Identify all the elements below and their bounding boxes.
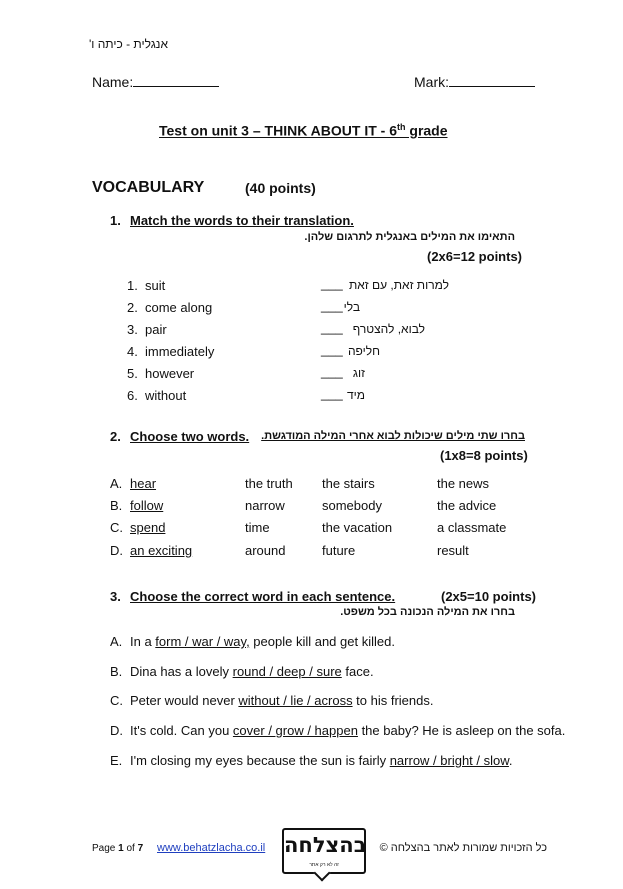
q3-word-options[interactable]: round / deep / sure bbox=[232, 664, 342, 679]
q2-option[interactable]: narrow bbox=[245, 498, 285, 513]
q3-sentence-letter: A. bbox=[110, 634, 123, 649]
vocabulary-heading: VOCABULARY bbox=[92, 179, 205, 196]
q1-item-word: suit bbox=[145, 278, 166, 293]
q2-row-letter: A. bbox=[110, 476, 123, 491]
q3-sentence-letter: C. bbox=[110, 693, 123, 708]
q3-word-options[interactable]: narrow / bright / slow bbox=[389, 753, 509, 768]
test-title: Test on unit 3 – THINK ABOUT IT - 6th grade bbox=[159, 122, 448, 139]
name-label: Name: bbox=[92, 74, 134, 90]
q1-item-translation: זוג bbox=[352, 366, 365, 380]
name-blank[interactable] bbox=[133, 75, 219, 87]
q2-option[interactable]: the vacation bbox=[322, 520, 393, 535]
q3-sentence-text: I'm closing my eyes because the sun is fairly bbox=[130, 753, 390, 768]
q3-sentence bbox=[130, 693, 434, 708]
q1-item-blank[interactable]: ___ bbox=[321, 298, 343, 313]
q2-title: Choose two words. bbox=[130, 429, 250, 444]
q1-item-word: come along bbox=[145, 300, 213, 315]
q3-sentence-text: face. bbox=[341, 664, 374, 679]
q2-key-word: follow bbox=[130, 498, 164, 513]
q2-row-letter: C. bbox=[110, 520, 123, 535]
q1-item-word: pair bbox=[145, 322, 167, 337]
q2-option[interactable]: the truth bbox=[245, 476, 293, 491]
q3-sentence-text: people kill and get killed. bbox=[249, 634, 395, 649]
copyright-notice: כל הזכויות שמורות לאתר בהצלחה © bbox=[379, 842, 547, 854]
q1-item-number: 4. bbox=[127, 344, 138, 359]
q2-option[interactable]: the advice bbox=[437, 498, 497, 513]
q1-item-number: 2. bbox=[127, 300, 138, 315]
logo-tagline: זה לא רק אתר bbox=[309, 862, 339, 868]
q2-row-letter: D. bbox=[110, 543, 123, 558]
q2-option[interactable]: result bbox=[437, 543, 469, 558]
q3-sentence-letter: B. bbox=[110, 664, 123, 679]
q3-number: 3. bbox=[110, 589, 121, 604]
q1-item-number: 5. bbox=[127, 366, 138, 381]
q3-sentence-text: In a bbox=[130, 634, 156, 649]
q2-key-word: spend bbox=[130, 520, 166, 535]
q1-item-blank[interactable]: ___ bbox=[321, 386, 343, 401]
q3-sentence-text: the baby? He is asleep on the sofa. bbox=[357, 723, 566, 738]
website-link[interactable]: www.behatzlacha.co.il bbox=[157, 842, 266, 854]
q1-item-number: 6. bbox=[127, 388, 138, 403]
q2-number: 2. bbox=[110, 429, 121, 444]
q3-points: (2x5=10 points) bbox=[441, 589, 537, 604]
q2-hebrew-instruction: בחרו שתי מילים שיכולות לבוא אחרי המילה המודגשת. bbox=[261, 430, 525, 442]
q3-sentence-text: Dina has a lovely bbox=[130, 664, 233, 679]
q3-sentence bbox=[130, 664, 374, 679]
q1-number: 1. bbox=[110, 213, 121, 228]
q1-item-word: immediately bbox=[145, 344, 215, 359]
q2-option[interactable]: somebody bbox=[322, 498, 382, 513]
q3-sentence-text: Peter would never bbox=[130, 693, 239, 708]
q1-item-translation: לבוא, להצטרף bbox=[352, 322, 425, 336]
q1-item-translation: חליפה bbox=[347, 344, 380, 358]
q1-item-translation: למרות זאת, עם זאת bbox=[348, 278, 449, 292]
q2-option[interactable]: a classmate bbox=[437, 520, 507, 535]
mark-label: Mark: bbox=[414, 74, 449, 90]
q1-item-blank[interactable]: ___ bbox=[321, 276, 343, 291]
q2-option[interactable]: time bbox=[245, 520, 270, 535]
mark-field[interactable] bbox=[414, 74, 535, 90]
q2-option[interactable]: the news bbox=[437, 476, 490, 491]
q1-hebrew-instruction: התאימו את המילים באנגלית לתרגום שלהן. bbox=[304, 231, 515, 243]
q3-sentence-text: to his friends. bbox=[352, 693, 434, 708]
q2-option[interactable]: the stairs bbox=[322, 476, 375, 491]
q1-item-number: 1. bbox=[127, 278, 138, 293]
q2-key-word: an exciting bbox=[130, 543, 193, 558]
q1-item-blank[interactable]: ___ bbox=[321, 364, 343, 379]
page-indicator: Page 1 of 7 bbox=[92, 843, 144, 854]
q2-key-word: hear bbox=[130, 476, 157, 491]
q1-item-blank[interactable]: ___ bbox=[321, 342, 343, 357]
q1-item-word: however bbox=[145, 366, 195, 381]
q3-sentence bbox=[130, 723, 565, 738]
q2-option[interactable]: future bbox=[322, 543, 356, 558]
q3-word-options[interactable]: form / war / way, bbox=[155, 634, 250, 649]
q3-word-options[interactable]: cover / grow / happen bbox=[232, 723, 358, 738]
q1-item-translation: מיד bbox=[346, 388, 365, 402]
mark-blank[interactable] bbox=[449, 75, 535, 87]
q3-sentence-letter: D. bbox=[110, 723, 123, 738]
q3-sentence bbox=[130, 634, 395, 649]
q3-sentence-text: . bbox=[508, 753, 513, 768]
q3-sentence-letter: E. bbox=[110, 753, 123, 768]
q2-option[interactable]: around bbox=[245, 543, 286, 558]
logo-text: בהצלחה bbox=[284, 833, 367, 857]
q1-item-blank[interactable]: ___ bbox=[321, 320, 343, 335]
q3-word-options[interactable]: without / lie / across bbox=[238, 693, 353, 708]
name-field[interactable] bbox=[92, 74, 219, 90]
vocabulary-points: (40 points) bbox=[245, 180, 316, 196]
site-logo bbox=[282, 828, 366, 874]
q2-row-letter: B. bbox=[110, 498, 123, 513]
q1-item-word: without bbox=[145, 388, 187, 403]
q1-item-number: 3. bbox=[127, 322, 138, 337]
q1-item-translation: בלי bbox=[343, 300, 360, 314]
q1-points: (2x6=12 points) bbox=[427, 249, 523, 264]
q2-points: (1x8=8 points) bbox=[440, 448, 528, 463]
q3-hebrew-instruction: בחרו את המילה הנכונה בכל משפט. bbox=[340, 606, 515, 618]
q1-title: Match the words to their translation. bbox=[130, 213, 354, 228]
q3-sentence-text: It's cold. Can you bbox=[130, 723, 233, 738]
q3-title: Choose the correct word in each sentence. bbox=[130, 589, 396, 604]
subject-label: אנגלית - כיתה ו' bbox=[88, 37, 168, 51]
q3-sentence bbox=[130, 753, 513, 768]
